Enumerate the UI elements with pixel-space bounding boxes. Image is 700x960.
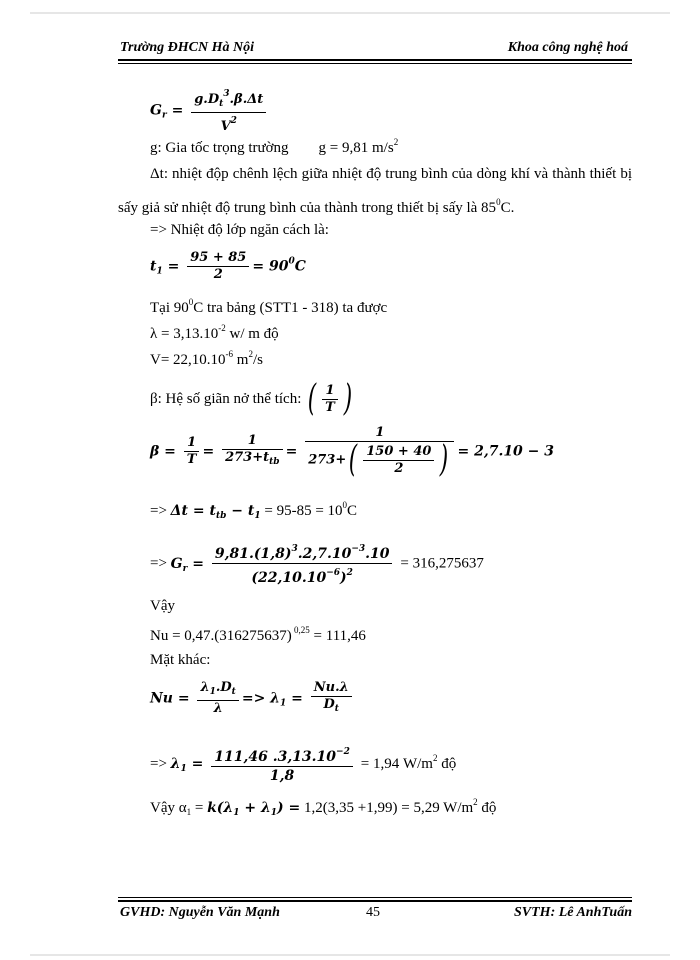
formula-nu: Nu = $\frac{\lambda_1.D_t}{\lambda}$ => $\lambda_1$ = $\frac{Nu.\lambda}{D_t}$ [150, 680, 355, 717]
footer-supervisor: GVHD: Nguyễn Văn Mạnh [120, 905, 280, 920]
gravity-line: g: Gia tốc trọng trường g = 9,81 $m/s^2$ [150, 137, 399, 156]
fraction: 1 273+( $\frac{150 + 40}{2}$ ) [305, 425, 454, 478]
conclusion-label: Vậy [150, 598, 175, 614]
nusselt-line: Nu = 0,47.(316275637) $^{0,25}$ = 111,46 [150, 625, 366, 644]
lambda-line: $\lambda = 3,13.10^{-2}$ w/ m độ [150, 323, 279, 342]
header-rule-thin [118, 63, 632, 64]
lookup-line: Tại $90^0C$ tra bảng (STT1 - 318) ta được [150, 297, 388, 316]
header-school: Trường ĐHCN Hà Nội [120, 40, 255, 55]
fraction: $\frac{Nu.\lambda}{D_t}$ [311, 680, 352, 717]
formula-t1: $t_1$ = $\frac{95 + 85}{2}$ = $90^0C$ [150, 250, 306, 282]
formula-delta-t: => $\Delta t = t_{tb} - t_1 = 95-85 = 10^0C$ [150, 500, 358, 521]
temp-intro: => Nhiệt độ lớp ngăn cách là: [150, 222, 329, 238]
formula-lambda1: => $\lambda_1$ = $\frac{111,46 .3,13.10^{-2}}{1,8}$ = 1,94 $W/m^2$ độ [150, 743, 456, 785]
fraction: $\frac{111,46 .3,13.10^{-2}}{1,8}$ [211, 743, 353, 785]
fraction: $\frac{1}{T}$ [322, 383, 338, 416]
fraction: $\frac{150 + 40}{2}$ [363, 444, 434, 477]
page-bottom-edge [30, 954, 670, 956]
footer-rule [118, 900, 632, 902]
page-top-edge [30, 12, 670, 14]
header-faculty: Khoa công nghệ hoá [507, 40, 628, 55]
fraction: $\frac{g.D_t^3.\beta.\Delta t}{V^2}$ [191, 86, 266, 135]
dt-description: Δt: nhiệt độp chênh lệch giữa nhiệt độ trung bình của dòng khí và thành thiết bị sấy giả sử nhiệt độ trung bình của thành trong thiết bị sấy là $85^0C$. [118, 166, 632, 216]
footer-student: SVTH: Lê AnhTuấn [514, 905, 632, 920]
fraction: $\frac{1}{273+t_{tb}}$ [222, 433, 283, 470]
fraction: $\frac{95 + 85}{2}$ [187, 250, 249, 283]
fraction: $\frac{1}{T}$ [184, 435, 200, 468]
formula-alpha1: Vậy $\alpha_1 = k(\lambda_1 + \lambda_1) = 1,2(3,35 +1,99) = 5,29$ $W/m^2$ độ [150, 797, 497, 818]
velocity-line: $V= 22,10.10^{-6}$ $m^2/s$ [150, 349, 263, 368]
formula-beta: β = $\frac{1}{T}$ = $\frac{1}{273+t_{tb}}$ = 1 273+( $\frac{150 + 40}{2}$ ) = 2,7.10 − 3 [150, 425, 555, 480]
beta-description: β: Hệ số giãn nở thể tích: ( $\frac{1}{T}$ ) [150, 378, 353, 419]
formula-gr-value: => $G_r$ = $\frac{9,81.(1,8)^3.2,7.10^{-3}.10}{(22,10.10^{-6})^2}$ = 316,275637 [150, 540, 484, 587]
mat-khac-label: Mặt khác: [150, 652, 211, 668]
formula-gr: $G_r$ = $\frac{g.D_t^3.\beta.\Delta t}{V^2}$ [150, 86, 269, 135]
fraction: $\frac{9,81.(1,8)^3.2,7.10^{-3}.10}{(22,10.10^{-6})^2}$ [212, 540, 393, 587]
page-number: 45 [366, 905, 380, 920]
footer-rule-thin [118, 897, 632, 898]
header-rule [118, 59, 632, 61]
fraction: $\frac{\lambda_1.D_t}{\lambda}$ [197, 680, 238, 717]
